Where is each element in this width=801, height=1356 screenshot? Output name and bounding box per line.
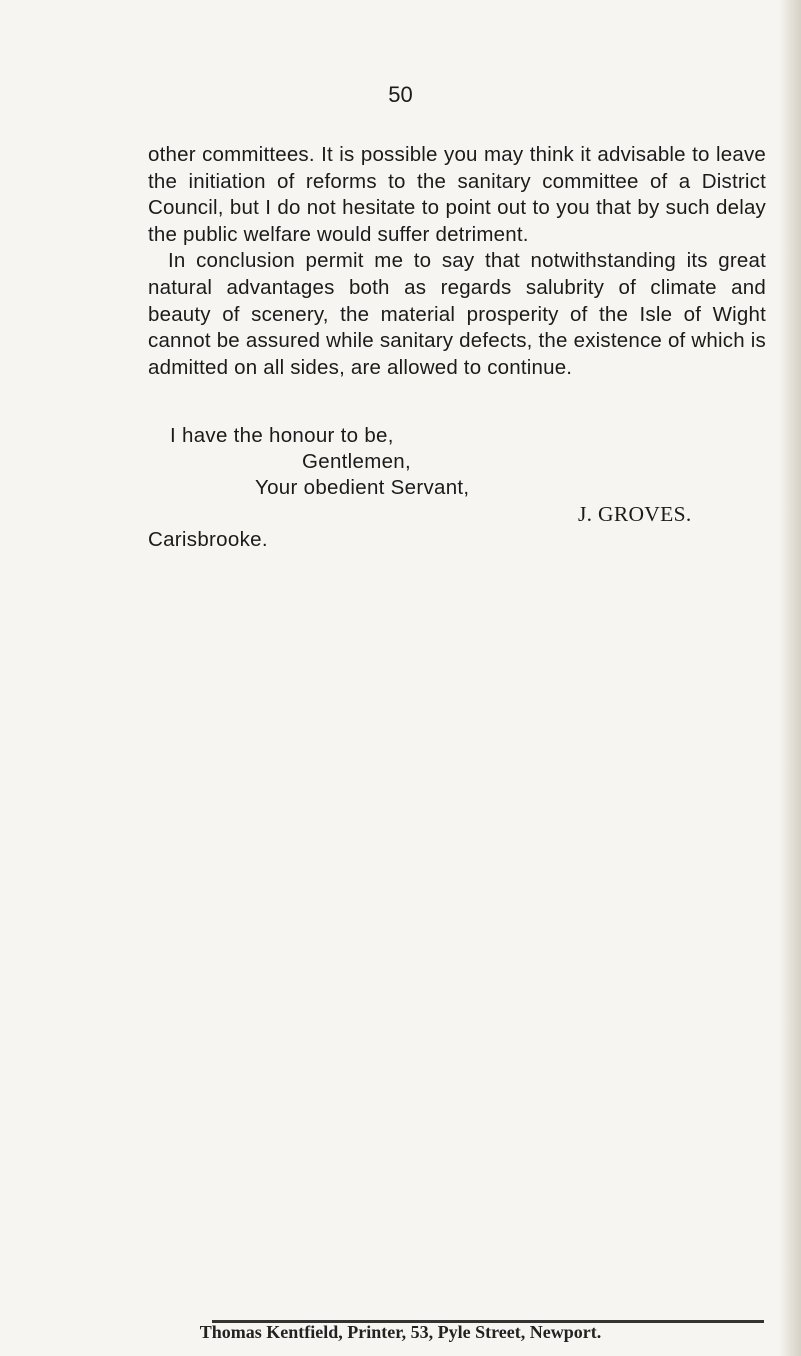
printer-imprint: Thomas Kentfield, Printer, 53, Pyle Street, Newport.	[199, 1322, 602, 1342]
page-edge-shadow	[779, 0, 801, 1356]
body-text	[148, 142, 766, 381]
paragraph-continuation: other committees. It is possible you may think it advisable to leave the initiation of reforms to the sanitary committee of a District Council, but I do not hesitate to point out to you that by such delay the public welfare would suffer detriment.	[148, 143, 766, 246]
signature: J. GROVES.	[578, 502, 692, 526]
page-number: 50	[388, 82, 413, 107]
paragraph-conclusion: In conclusion permit me to say that notwithstanding its great natural advantages both as regards salubrity of climate and beauty of scenery, the material prosperity of the Isle of Wight cannot be assured while sanitary defects, the existence of which is admitted on all sides, are allowed to continue.	[148, 249, 766, 379]
closing-servant-line: Your obedient Servant,	[255, 476, 470, 499]
place-name: Carisbrooke.	[148, 528, 268, 551]
closing-honour-line: I have the honour to be,	[170, 424, 394, 447]
closing-salutation: Gentlemen,	[302, 450, 411, 473]
